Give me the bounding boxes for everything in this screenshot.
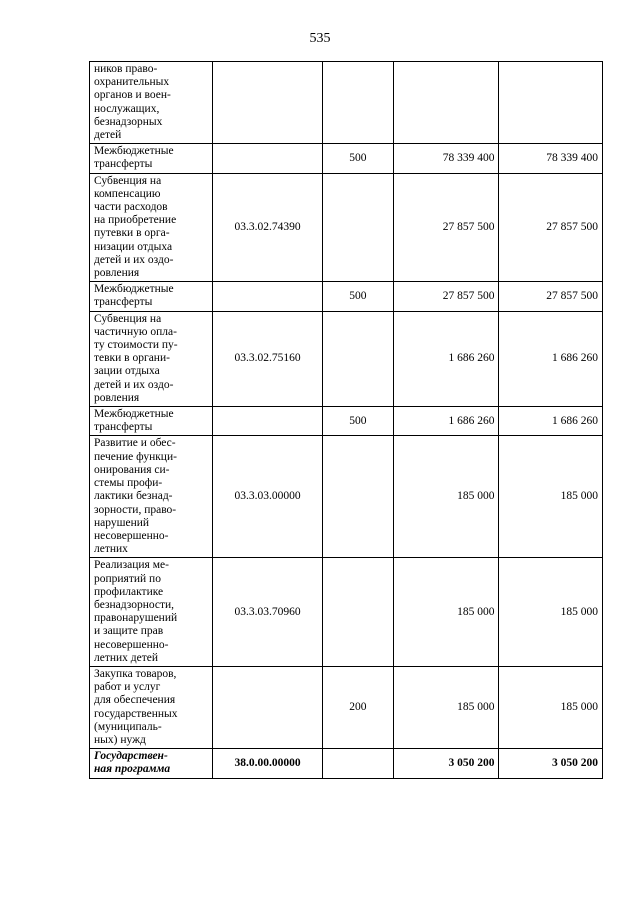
- table-row: [90, 311, 603, 406]
- cell-target-code: 03.3.02.74390: [212, 173, 322, 282]
- cell-name: Реализация ме- роприятий по профилактике безнадзорности, правонарушений и защите прав несовершенно- летних детей: [90, 558, 213, 667]
- cell-amount-2: 3 050 200: [499, 749, 603, 778]
- cell-target-code: [212, 62, 322, 144]
- cell-amount-1: 1 686 260: [393, 407, 499, 436]
- cell-amount-1: [393, 62, 499, 144]
- cell-target-code: [212, 666, 322, 748]
- cell-amount-2: 185 000: [499, 558, 603, 667]
- cell-amount-1: 3 050 200: [393, 749, 499, 778]
- cell-amount-2: 1 686 260: [499, 407, 603, 436]
- table-body: [90, 62, 603, 779]
- cell-amount-2: [499, 62, 603, 144]
- cell-expense-type: 200: [323, 666, 394, 748]
- budget-table: [89, 61, 603, 779]
- cell-expense-type: [323, 311, 394, 406]
- cell-amount-2: 1 686 260: [499, 311, 603, 406]
- table-row: [90, 436, 603, 558]
- cell-amount-1: 185 000: [393, 436, 499, 558]
- cell-name: ников право- охранительных органов и воен- нослужащих, безнадзорных детей: [90, 62, 213, 144]
- table-row: [90, 666, 603, 748]
- table-row: [90, 62, 603, 144]
- cell-amount-2: 185 000: [499, 666, 603, 748]
- cell-target-code: 03.3.02.75160: [212, 311, 322, 406]
- cell-name: Межбюджетные трансферты: [90, 407, 213, 436]
- cell-expense-type: 500: [323, 407, 394, 436]
- cell-expense-type: [323, 558, 394, 667]
- cell-amount-1: 27 857 500: [393, 282, 499, 311]
- cell-name: Межбюджетные трансферты: [90, 282, 213, 311]
- cell-amount-1: 185 000: [393, 666, 499, 748]
- cell-name: Субвенция на компенсацию части расходов на приобретение путевки в орга- низации отдыха детей и их оздо- ровления: [90, 173, 213, 282]
- cell-amount-1: 1 686 260: [393, 311, 499, 406]
- table-row: [90, 558, 603, 667]
- cell-name: Закупка товаров, работ и услуг для обеспечения государственных (муниципаль- ных) нужд: [90, 666, 213, 748]
- cell-target-code: [212, 407, 322, 436]
- cell-amount-2: 185 000: [499, 436, 603, 558]
- cell-name: Развитие и обес- печение функци- онирования си- стемы профи- лактики безнад- зорности, право- нарушений несовершенно- летних: [90, 436, 213, 558]
- table-row: [90, 173, 603, 282]
- table-row: [90, 749, 603, 778]
- cell-target-code: [212, 144, 322, 173]
- cell-expense-type: [323, 749, 394, 778]
- cell-amount-2: 78 339 400: [499, 144, 603, 173]
- cell-name: Субвенция на частичную опла- ту стоимости пу- тевки в органи- зации отдыха детей и их оздо- ровления: [90, 311, 213, 406]
- cell-target-code: [212, 282, 322, 311]
- table-row: [90, 407, 603, 436]
- page-number: 535: [309, 31, 331, 46]
- cell-target-code: 03.3.03.00000: [212, 436, 322, 558]
- cell-expense-type: [323, 436, 394, 558]
- cell-amount-1: 27 857 500: [393, 173, 499, 282]
- cell-target-code: 03.3.03.70960: [212, 558, 322, 667]
- cell-name: Государствен- ная программа: [90, 749, 213, 778]
- cell-expense-type: 500: [323, 282, 394, 311]
- cell-amount-2: 27 857 500: [499, 282, 603, 311]
- cell-expense-type: [323, 173, 394, 282]
- cell-amount-1: 185 000: [393, 558, 499, 667]
- cell-expense-type: [323, 62, 394, 144]
- cell-target-code: 38.0.00.00000: [212, 749, 322, 778]
- cell-expense-type: 500: [323, 144, 394, 173]
- cell-amount-2: 27 857 500: [499, 173, 603, 282]
- table-row: [90, 282, 603, 311]
- table-row: [90, 144, 603, 173]
- cell-name: Межбюджетные трансферты: [90, 144, 213, 173]
- cell-amount-1: 78 339 400: [393, 144, 499, 173]
